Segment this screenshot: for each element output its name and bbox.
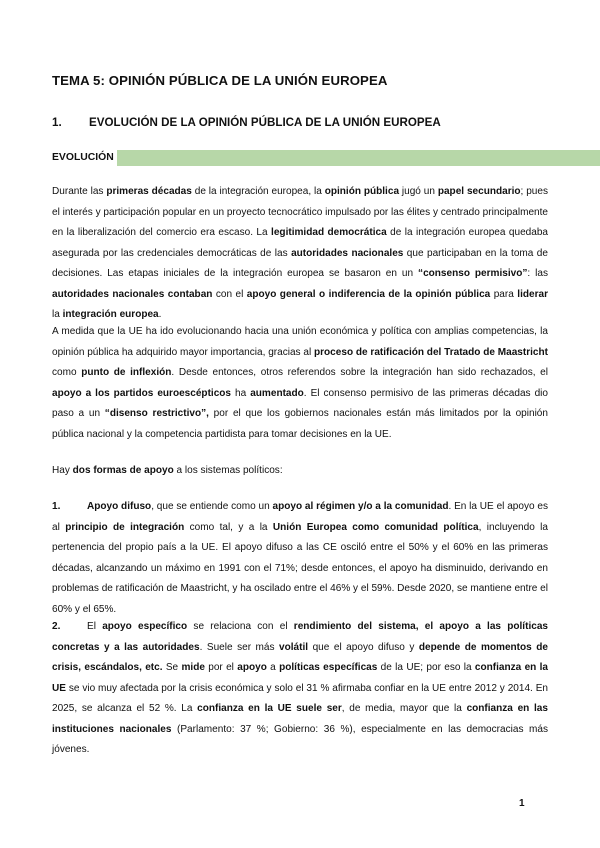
bold-term: primeras décadas [106, 186, 192, 197]
list-item-diffuse-support [52, 497, 548, 620]
bold-term: apoyo específico [102, 621, 188, 632]
page-title: TEMA 5: OPINIÓN PÚBLICA DE LA UNIÓN EUROPEA [52, 73, 388, 88]
bold-term: políticas específicas [279, 662, 378, 673]
bold-term: depende de momentos de crisis, escándalos, etc. [52, 641, 548, 673]
bold-term: apoyo a los partidos euroescépticos [52, 387, 232, 399]
bold-term: autoridades nacionales contaban [52, 288, 213, 300]
bold-term: opinión pública [324, 186, 400, 197]
section-heading [52, 116, 441, 129]
bold-term: Unión Europea como comunidad política [272, 521, 479, 533]
bold-term: confianza en la UE suele ser [197, 703, 342, 714]
bold-term: punto de inflexión [81, 367, 172, 378]
bold-term: rendimiento del sistema, el apoyo a las políticas concretas y a las autoridades [52, 621, 548, 653]
bold-term: confianza en las instituciones nacionales [52, 703, 548, 735]
list-item-text: El apoyo específico se relaciona con el rendimiento del sistema, el apoyo a las políticas concretas y a las autoridades. Suele ser más volátil que el apoyo difuso y depende de momentos de crisis, escándalos, etc. Se mide por el apoyo a políticas específicas de la UE; por eso la confianza en la UE se vio muy afectada por la crisis económica y solo el 31 % afirmaba confiar en la UE entre 2012 y 2014. En 2025, se alcanza el 52 %. La confianza en la UE suele ser, de media, mayor que la confianza en las instituciones nacionales (Parlamento: 37 %; Gobierno: 36 %), especialmente en las democracias más jóvenes. [52, 621, 549, 755]
bold-term: autoridades nacionales [291, 247, 404, 259]
bold-term: papel secundario [437, 186, 521, 197]
page-number: 1 [519, 798, 525, 809]
bold-term: integración europea [62, 309, 159, 320]
bold-term: apoyo al régimen y/o a la comunidad [272, 501, 449, 512]
bold-term: volátil [279, 641, 309, 653]
subsection-highlight-bar [117, 150, 600, 166]
bold-term: legitimidad democrática [271, 227, 387, 238]
paragraph-two-forms: Hay dos formas de apoyo a los sistemas políticos: [52, 465, 283, 476]
list-number: 1. [52, 501, 61, 512]
section-label: EVOLUCIÓN DE LA OPINIÓN PÚBLICA DE LA UNIÓN EUROPEA [89, 116, 441, 129]
list-item-specific-support [52, 617, 548, 761]
bold-term: liderar [517, 288, 548, 300]
section-number: 1. [52, 116, 62, 129]
bold-term: apoyo [237, 662, 267, 673]
subsection-heading [52, 150, 548, 166]
bold-term: mide [181, 662, 205, 673]
paragraph-early-decades: Durante las primeras décadas de la integración europea, la opinión pública jugó un papel secundario; pues el interés y participación popular en un proyecto tecnocrático impulsado por las élites y centrado principalmente en la liberalización del comercio era escaso. La legitimidad democrática de la integración europea quedaba asegurada por las credenciales democráticas de las autoridades nacionales que participaban en la toma de decisiones. Las etapas iniciales de la integración europea se basaron en un “consenso permisivo”: las autoridades nacionales contaban con el apoyo general o indiferencia de la opinión pública para liderar la integración europea. [52, 186, 549, 320]
bold-term: proceso de ratificación del Tratado de Maastricht [314, 346, 548, 358]
paragraph-maastricht: A medida que la UE ha ido evolucionando hacia una unión económica y política con amplias competencias, la opinión pública ha adquirido mayor importancia, gracias al proceso de ratificación del Tratado de Maastricht como punto de inflexión. Desde entonces, otros referendos sobre la integración han sido rechazados, el apoyo a los partidos euroescépticos ha aumentado. El consenso permisivo de las primeras décadas dio paso a un “disenso restrictivo”, por el que los gobiernos nacionales están más limitados por la opinión pública nacional y la competencia partidista para tomar decisiones en la UE. [52, 326, 548, 440]
bold-term: dos formas de apoyo [72, 465, 174, 476]
list-number: 2. [52, 621, 61, 632]
bold-term: apoyo general o indiferencia de la opinión pública [246, 288, 491, 300]
bold-term: confianza en la UE [52, 662, 549, 694]
subsection-label: EVOLUCIÓN [52, 152, 114, 163]
bold-term: aumentado [250, 387, 304, 399]
bold-term: “disenso restrictivo”, [104, 408, 209, 419]
bold-term: Apoyo difuso [87, 501, 152, 512]
bold-term: principio de integración [65, 521, 185, 533]
list-item-text: Apoyo difuso, que se entiende como un apoyo al régimen y/o a la comunidad. En la UE el apoyo es al principio de integración como tal, y a la Unión Europea como comunidad política, incluyendo la pertenencia del propio país a la UE. El apoyo difuso a las CE osciló entre el 50% y el 60% en las primeras décadas, alcanzando un máximo en 1991 con el 71%; desde entonces, el apoyo ha disminuido, derivando en problemas de ratificación de Maastricht, y ha oscilado entre el 46% y el 59%. Desde 2020, se mantiene entre el 60% y el 65%. [52, 501, 548, 615]
bold-term: “consenso permisivo” [418, 268, 528, 279]
